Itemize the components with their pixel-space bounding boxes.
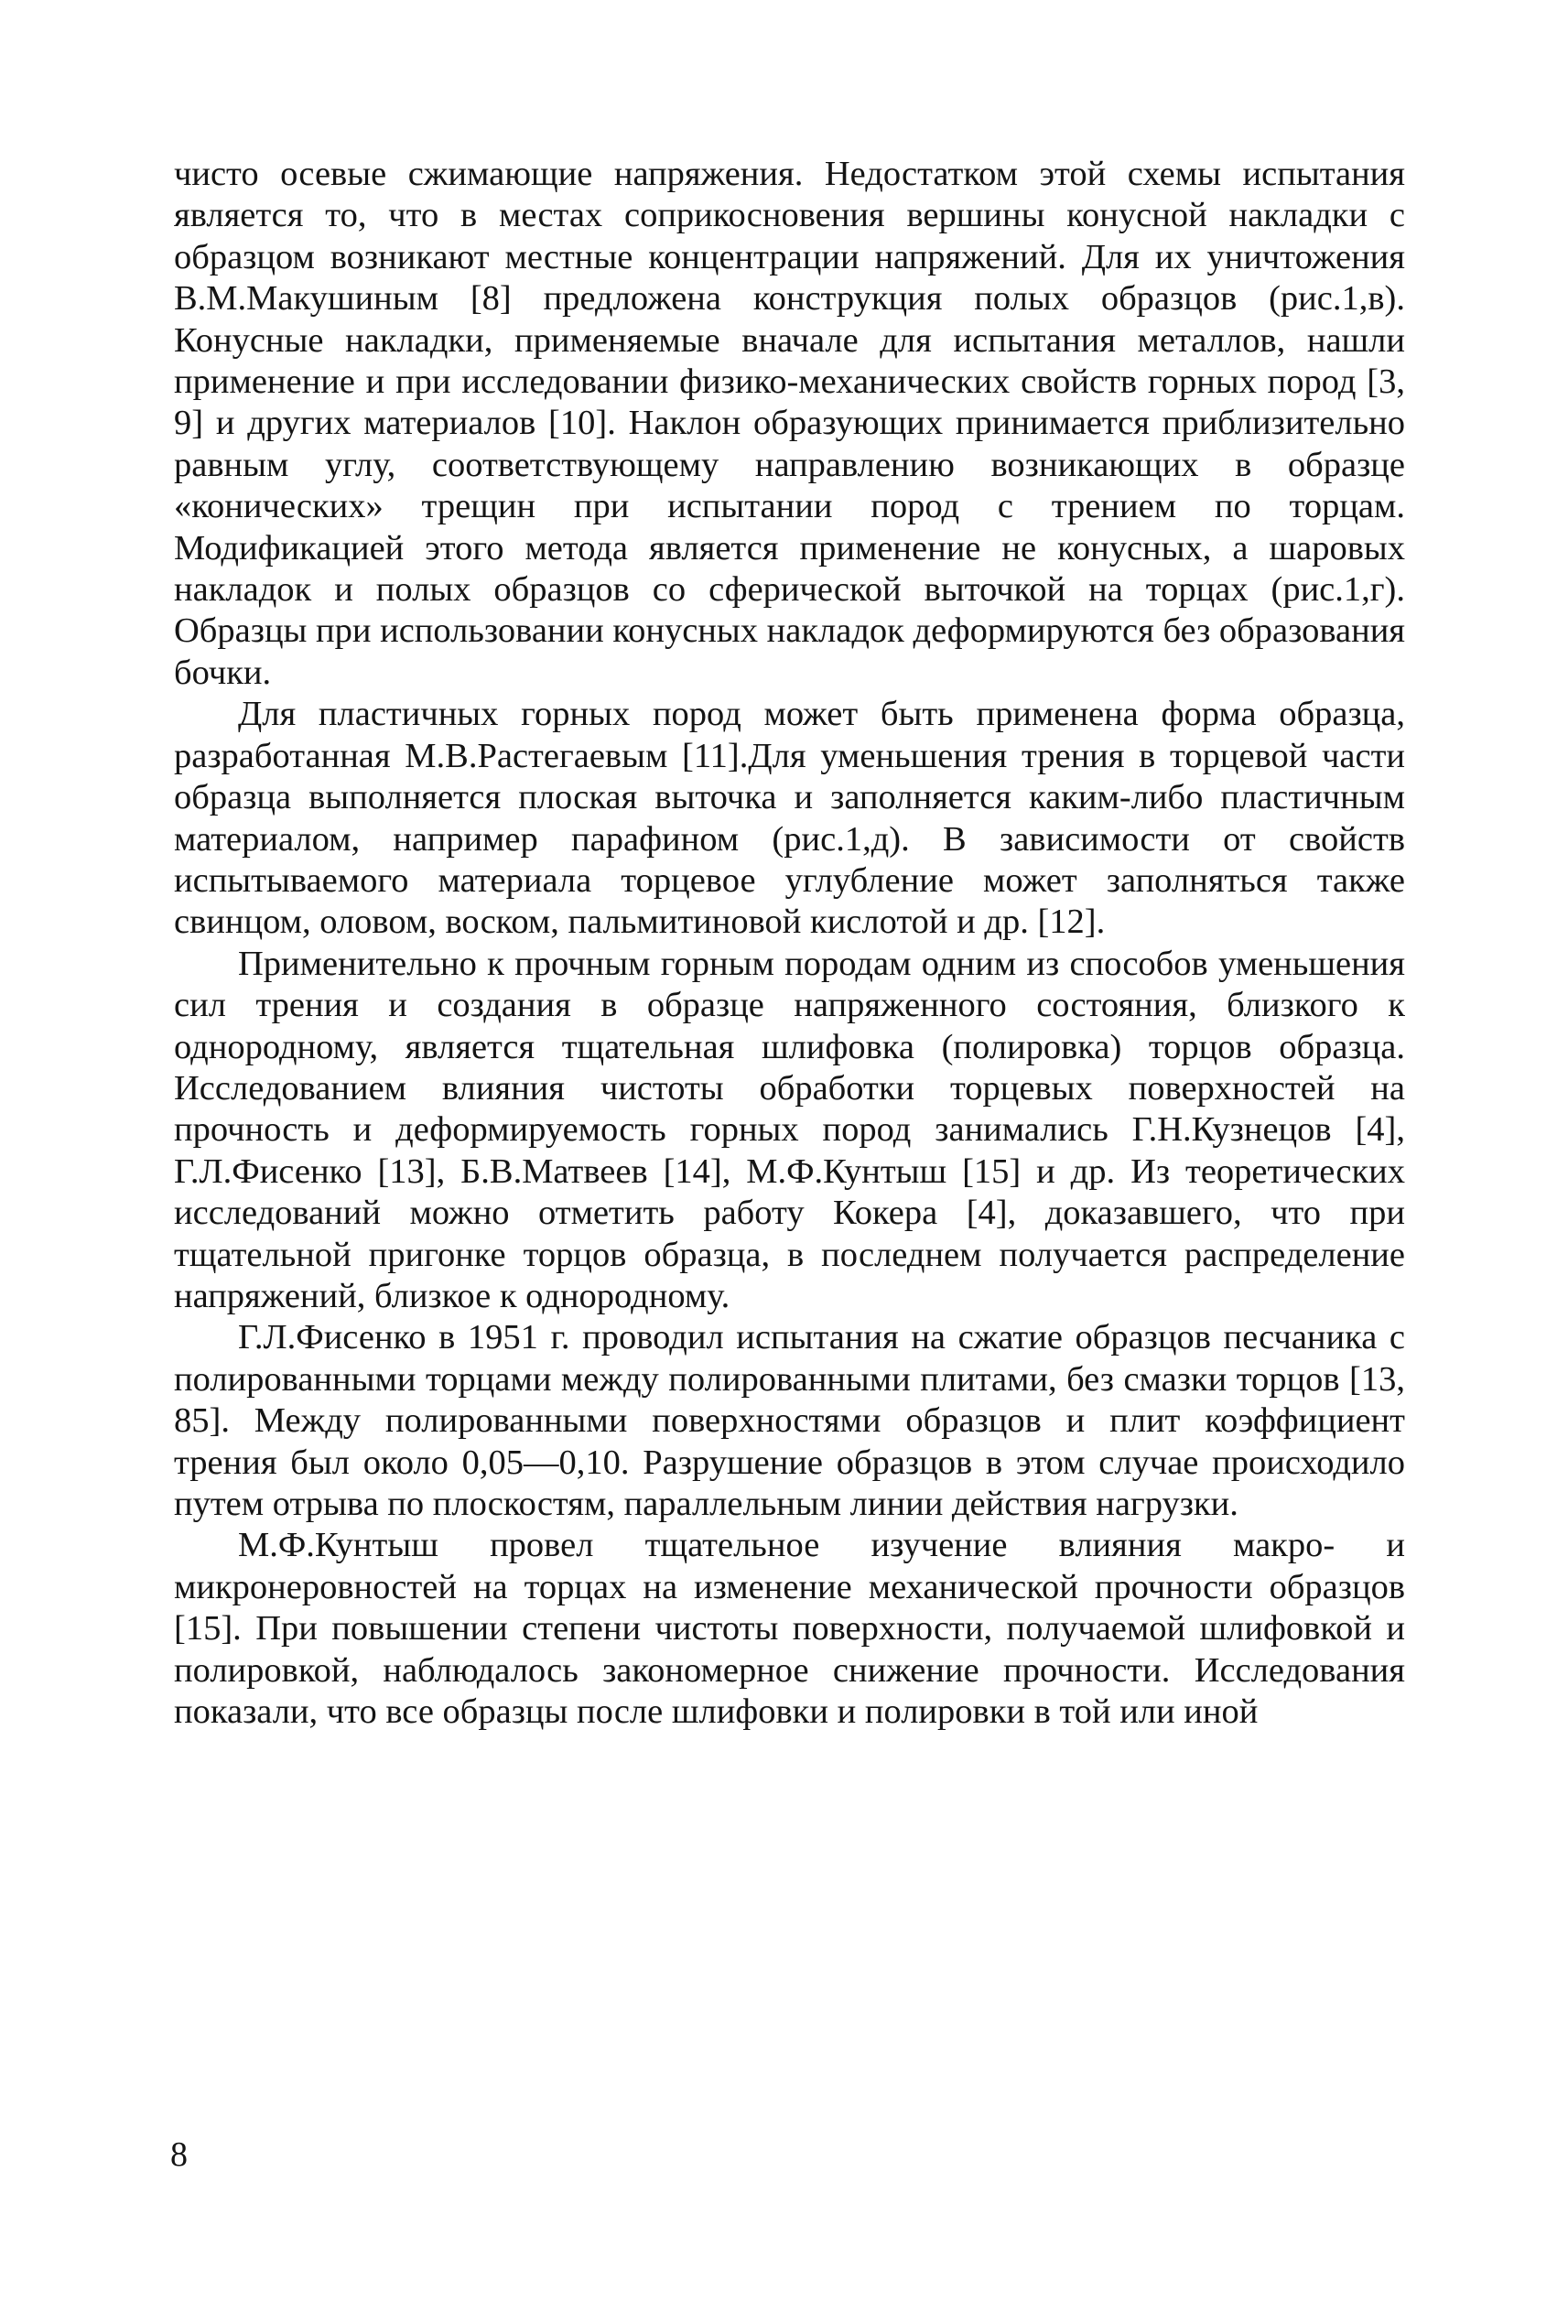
paragraph-kuntysh: М.Ф.Кунтыш провел тщательное изучение влияния макро- и микронеровностей на торцах на изменение механической прочности образцов [15]. При повышении степени чистоты поверхности, получаемой шлифовкой и полировкой, наблюдалось закономерное снижение прочности. Исследования показали, что все образцы после шлифовки и полировки в той или иной	[174, 1526, 1405, 1732]
body-text	[174, 154, 1405, 1733]
paragraph-fisenko: Г.Л.Фисенко в 1951 г. проводил испытания на сжатие образцов песчаника с полированными торцами между полированными плитами, без смазки торцов [13, 85]. Между полированными поверхностями образцов и плит коэффициент трения был около 0,05—0,10. Разрушение образцов в этом случае происходило путем отрыва по плоскостям, параллельным линии действия нагрузки.	[174, 1318, 1405, 1523]
paragraph-plastic-rocks: Для пластичных горных пород может быть применена форма образца, разработанная М.В.Растегаевым [11].Для уменьшения трения в торцевой части образца выполняется плоская выточка и заполняется каким-либо пластичным материалом, например парафином (рис.1,д). В зависимости от свойств испытываемого материала торцевое углубление может заполняться также свинцом, оловом, воском, пальмитиновой кислотой и др. [12].	[174, 695, 1405, 942]
page-number: 8	[170, 2135, 188, 2174]
paragraph-strong-rocks: Применительно к прочным горным породам одним из способов уменьшения сил трения и создания в образце напряженного состояния, близкого к однородному, является тщательная шлифовка (полировка) торцов образца. Исследованием влияния чистоты обработки торцевых поверхностей на прочность и деформируемость горных пород занимались Г.Н.Кузнецов [4], Г.Л.Фисенко [13], Б.В.Матвеев [14], М.Ф.Кунтыш [15] и др. Из теоретических исследований можно отметить работу Кокера [4], доказавшего, что при тщательной пригонке торцов образца, в последнем получается распределение напряжений, близкое к однородному.	[174, 944, 1405, 1315]
paragraph-continued: чисто осевые сжимающие напряжения. Недостатком этой схемы испытания является то, что в местах соприкосновения вершины конусной накладки с образцом возникают местные концентрации напряжений. Для их уничтожения В.М.Макушиным [8] предложена конструкция полых образцов (рис.1,в). Конусные накладки, применяемые вначале для испытания металлов, нашли применение и при исследовании физико-механических свойств горных пород [3, 9] и других материалов [10]. Наклон образующих принимается приблизительно равным углу, соответствующему направлению возникающих в образце «конических» трещин при испытании пород с трением по торцам. Модификацией этого метода является применение не конусных, а шаровых накладок и полых образцов со сферической выточкой на торцах (рис.1,г). Образцы при использовании конусных накладок деформируются без образования бочки.	[174, 155, 1405, 692]
